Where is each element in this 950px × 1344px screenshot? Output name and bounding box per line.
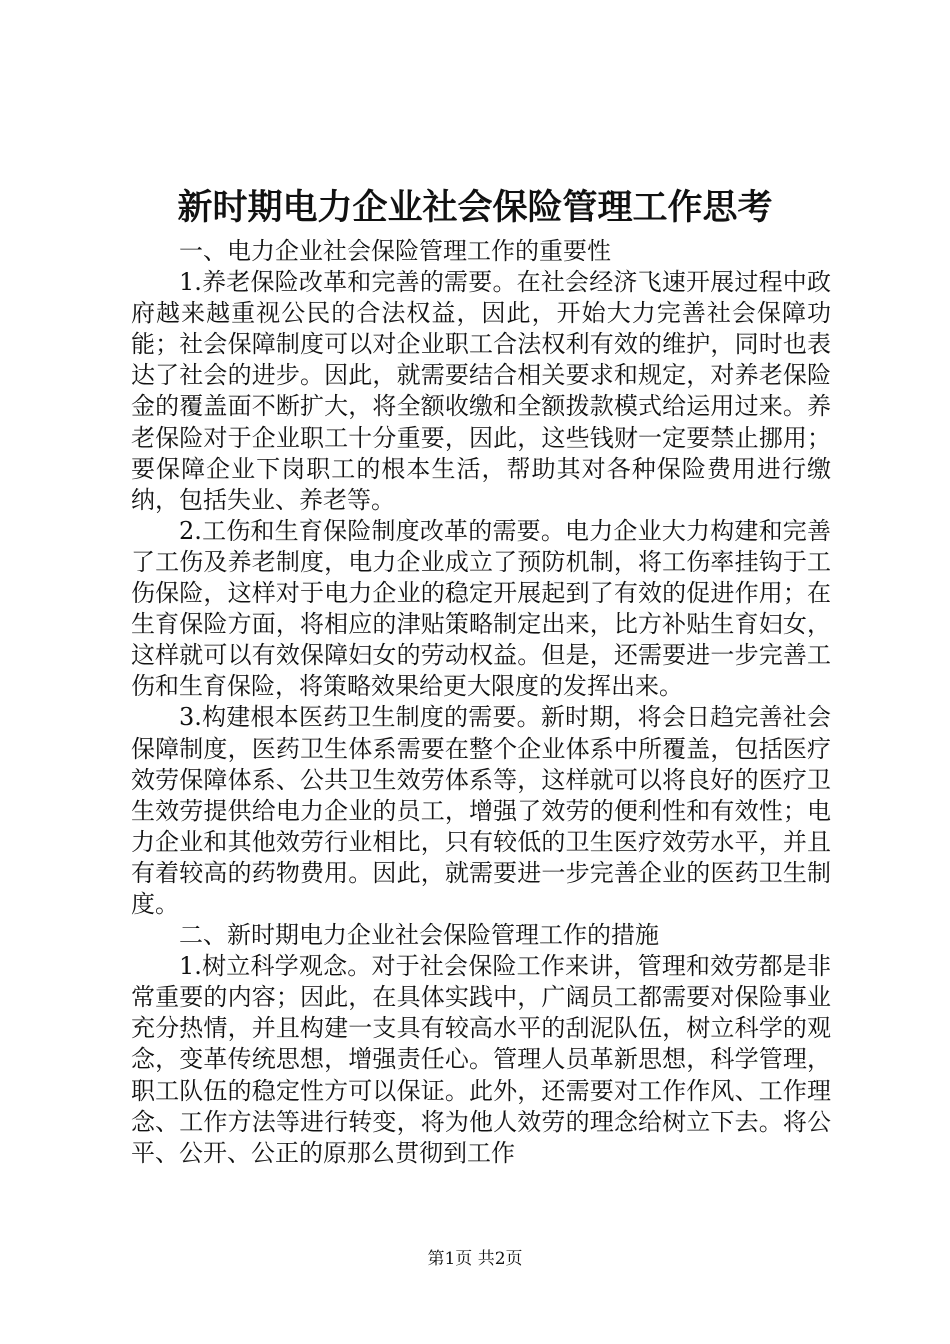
section-heading-1: 一、电力企业社会保险管理工作的重要性 [179, 237, 611, 265]
paragraph-scientific-concept: 1.树立科学观念。对于社会保险工作来讲，管理和效劳都是非常重要的内容；因此，在具体实践中，广阔员工都需要对保险事业充分热情，并且构建一支具有较高水平的刮泥队伍，树立科学的观念，变革传统思想，增强责任心。管理人员革新思想，科学管理，职工队伍的稳定性方可以保证。此外，还需要对工作作风、工作理念、工作方法等进行转变，将为他人效劳的理念给树立下去。将公平、公开、公正的原那么贯彻到工作 [131, 952, 831, 1167]
section-heading-2: 二、新时期电力企业社会保险管理工作的措施 [179, 921, 659, 950]
document-body [131, 236, 831, 1169]
paragraph-injury-maternity: 2.工伤和生育保险制度改革的需要。电力企业大力构建和完善了工伤及养老制度，电力企业成立了预防机制，将工伤率挂钩于工伤保险，这样对于电力企业的稳定开展起到了有效的促进作用；在生育保险方面，将相应的津贴策略制定出来，比方补贴生育妇女，这样就可以有效保障妇女的劳动权益。但是，还需要进一步完善工伤和生育保险，将策略效果给更大限度的发挥出来。 [131, 516, 831, 701]
paragraph-pension: 1.养老保险改革和完善的需要。在社会经济飞速开展过程中政府越来越重视公民的合法权益，因此，开始大力完善社会保障功能；社会保障制度可以对企业职工合法权利有效的维护，同时也表达了社会的进步。因此，就需要结合相关要求和规定，对养老保险金的覆盖面不断扩大，将全额收缴和全额拨款模式给运用过来。养老保险对于企业职工十分重要，因此，这些钱财一定要禁止挪用；要保障企业下岗职工的根本生活，帮助其对各种保险费用进行缴纳，包括失业、养老等。 [131, 268, 831, 514]
document-title: 新时期电力企业社会保险管理工作思考 [177, 188, 773, 228]
paragraph-medical: 3.构建根本医药卫生制度的需要。新时期，将会日趋完善社会保障制度，医药卫生体系需要在整个企业体系中所覆盖，包括医疗效劳保障体系、公共卫生效劳体系等，这样就可以将良好的医疗卫生效劳提供给电力企业的员工，增强了效劳的便利性和有效性；电力企业和其他效劳行业相比，只有较低的卫生医疗效劳水平，并且有着较高的药物费用。因此，就需要进一步完善企业的医药卫生制度。 [131, 703, 831, 918]
page-footer: 第1页 共2页 [427, 1249, 523, 1269]
